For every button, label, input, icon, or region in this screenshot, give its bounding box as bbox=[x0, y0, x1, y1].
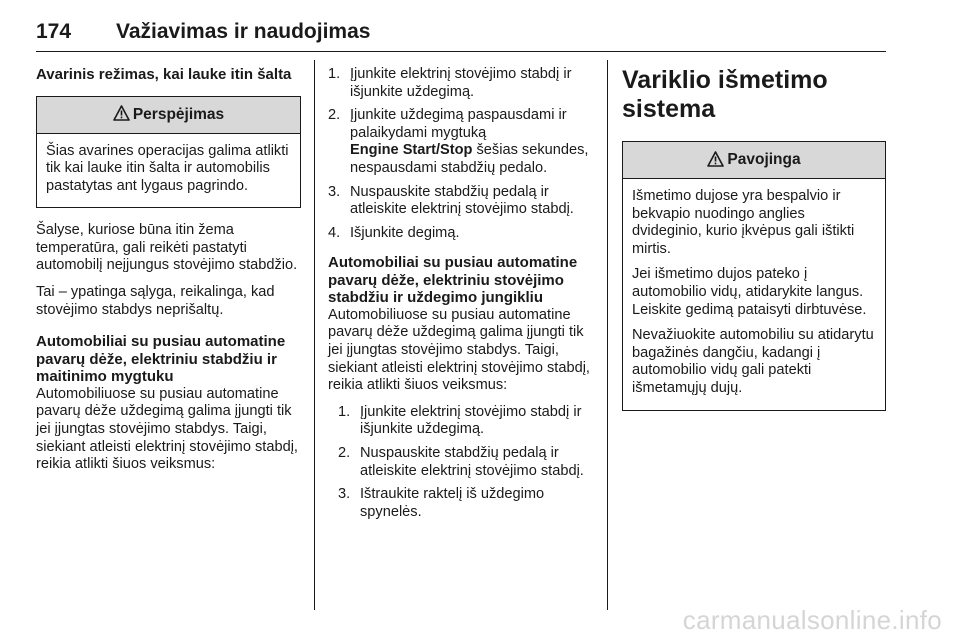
paragraph: Tai – ypatinga sąlyga, reikalinga, kad stovėjimo stabdys neprišaltų. bbox=[36, 284, 275, 318]
paragraph: Automobiliuose su pusiau automatine pavarų dėže uždegimą galima įjungti tik jei įjungtas stovėjimo stabdys. Taigi, siekiant atleisti elektrinį stovėjimo stabdį, reikia atlikti šiuos veiksmus: bbox=[328, 306, 590, 394]
list-item bbox=[338, 486, 596, 521]
subheading: Automobiliai su pusiau automatine pavarų dėže, elektriniu stabdžiu ir maitinimo mygtuku bbox=[36, 333, 286, 386]
warning-box-title bbox=[37, 97, 300, 134]
step-number: 2. bbox=[328, 107, 341, 124]
danger-text: Išmetimo dujose yra bespalvio ir bekvapio nuodingo anglies dvideginio, kurio įkvėpus gali ištikti mirtis. bbox=[632, 188, 855, 257]
page-number: 174 bbox=[36, 20, 72, 43]
paragraph: Šalyse, kuriose būna itin žema temperatūra, gali reikėti pastatyti automobilį neįjungus stovėjimo stabdžio. bbox=[36, 222, 298, 274]
column-divider bbox=[607, 60, 608, 610]
step-number: 4. bbox=[328, 224, 341, 241]
column-2 bbox=[328, 66, 596, 531]
steps-list-b bbox=[338, 404, 596, 522]
step-text-part: šešias sekundes, nespausdami stabdžių pedalo. bbox=[350, 142, 589, 176]
step-text: Įjunkite elektrinį stovėjimo stabdį ir išjunkite uždegimą. bbox=[350, 66, 572, 100]
section-title: Važiavimas ir naudojimas bbox=[116, 20, 371, 43]
list-item bbox=[328, 184, 596, 219]
warning-text: Šias avarines operacijas galima atlikti tik kai lauke itin šalta ir automobilis pastatytas ant lygaus pagrindo. bbox=[46, 142, 289, 194]
watermark: carmanualsonline.info bbox=[682, 605, 942, 635]
list-item bbox=[328, 107, 596, 177]
danger-label: Pavojinga bbox=[727, 151, 801, 169]
step-text: Nuspauskite stabdžių pedalą ir atleiskite elektrinį stovėjimo stabdį. bbox=[350, 183, 574, 218]
warning-triangle-icon bbox=[707, 151, 724, 172]
danger-box bbox=[622, 141, 886, 411]
step-text bbox=[350, 107, 596, 177]
exhaust-system-heading: Variklio išmetimo sistema bbox=[622, 66, 828, 123]
column-3 bbox=[622, 66, 886, 425]
list-item bbox=[338, 404, 596, 439]
warning-triangle-icon bbox=[113, 105, 130, 126]
step-text: Nuspauskite stabdžių pedalą ir atleiskite elektrinį stovėjimo stabdį. bbox=[360, 445, 584, 479]
list-item bbox=[328, 66, 596, 101]
column-1 bbox=[36, 66, 301, 483]
warning-label: Perspėjimas bbox=[132, 105, 225, 123]
step-text: Ištraukite raktelį iš uždegimo spynelės. bbox=[360, 486, 545, 520]
step-number: 3. bbox=[328, 183, 341, 200]
cold-mode-heading: Avarinis režimas, kai lauke itin šalta bbox=[36, 66, 292, 83]
step-text-part: Įjunkite uždegimą paspausdami ir palaikydami mygtuką bbox=[350, 107, 567, 141]
steps-list-a bbox=[328, 66, 596, 242]
step-number: 1. bbox=[328, 66, 341, 82]
paragraph: Automobiliuose su pusiau automatine pavarų dėže uždegimą galima įjungti tik jei įjungtas stovėjimo stabdys. Taigi, siekiant atleisti elektrinį stovėjimo stabdį, reikia atlikti šiuos veiksmus: bbox=[36, 385, 298, 473]
step-number: 3. bbox=[338, 486, 351, 503]
subheading: Automobiliai su pusiau automatine pavarų dėže, elektriniu stovėjimo stabdžiu ir uždegimo jungikliu bbox=[328, 254, 578, 307]
danger-text: Nevažiuokite automobiliu su atidarytu bagažinės dangčiu, kadangi į automobilio vidų gali patekti išmetamųjų dujų. bbox=[632, 327, 874, 396]
list-item bbox=[328, 225, 596, 243]
list-item bbox=[338, 445, 596, 480]
step-number: 2. bbox=[338, 445, 351, 461]
step-number: 1. bbox=[338, 403, 351, 420]
warning-box bbox=[36, 96, 301, 209]
page-header bbox=[36, 12, 886, 52]
danger-text: Jei išmetimo dujos pateko į automobilio vidų, atidarykite langus. Leiskite gedimą pataisyti dirbtuvėse. bbox=[632, 266, 867, 318]
column-divider bbox=[314, 60, 315, 610]
engine-start-stop-label: Engine Start/Stop bbox=[350, 142, 473, 159]
danger-box-title bbox=[623, 142, 885, 179]
step-text: Įjunkite elektrinį stovėjimo stabdį ir išjunkite uždegimą. bbox=[360, 403, 582, 438]
step-text: Išjunkite degimą. bbox=[350, 224, 460, 241]
